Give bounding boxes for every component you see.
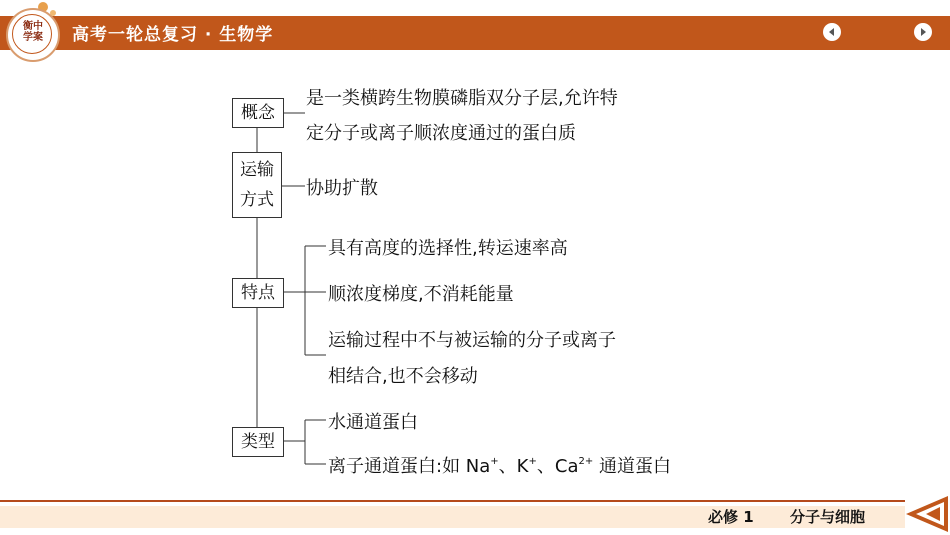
types-item-1: 水通道蛋白	[328, 412, 418, 433]
features-item-1: 具有高度的选择性,转运速率高	[328, 238, 568, 259]
footer-book: 必修 1	[708, 508, 754, 526]
types-item-2-prefix: 离子通道蛋白:如 Na	[328, 456, 491, 477]
ca-charge: 2+	[578, 456, 594, 467]
transport-label-line2: 方式	[240, 190, 274, 210]
logo-text-line1: 衡中	[23, 21, 43, 32]
types-label-box	[232, 427, 284, 457]
logo-text-line2: 学案	[23, 32, 43, 43]
ca-text: 、Ca	[536, 456, 579, 477]
concept-label: 概念	[241, 103, 275, 123]
features-label: 特点	[241, 283, 275, 303]
transport-text: 协助扩散	[306, 178, 378, 199]
footer-line	[0, 500, 905, 502]
transport-label-box	[232, 152, 282, 218]
footer-chapter: 分子与细胞	[790, 508, 866, 526]
k-charge: +	[528, 456, 537, 467]
features-item-3-line1: 运输过程中不与被运输的分子或离子	[328, 330, 616, 351]
back-arrow-icon[interactable]	[900, 494, 950, 534]
concept-text-line1: 是一类横跨生物膜磷脂双分子层,允许特	[306, 88, 618, 109]
types-label: 类型	[241, 432, 275, 452]
na-charge: +	[490, 456, 499, 467]
concept-text-line2: 定分子或离子顺浓度通过的蛋白质	[306, 123, 576, 144]
page-title: 高考一轮总复习 · 生物学	[72, 25, 274, 45]
k-text: 、K	[498, 456, 529, 477]
features-item-2: 顺浓度梯度,不消耗能量	[328, 284, 514, 305]
footer-bar	[0, 506, 905, 528]
features-label-box	[232, 278, 284, 308]
transport-label-line1: 运输	[240, 160, 274, 180]
types-item-2-suffix: 通道蛋白	[593, 456, 671, 477]
types-item-2	[328, 452, 671, 478]
concept-label-box	[232, 98, 284, 128]
features-item-3-line2: 相结合,也不会移动	[328, 366, 478, 387]
